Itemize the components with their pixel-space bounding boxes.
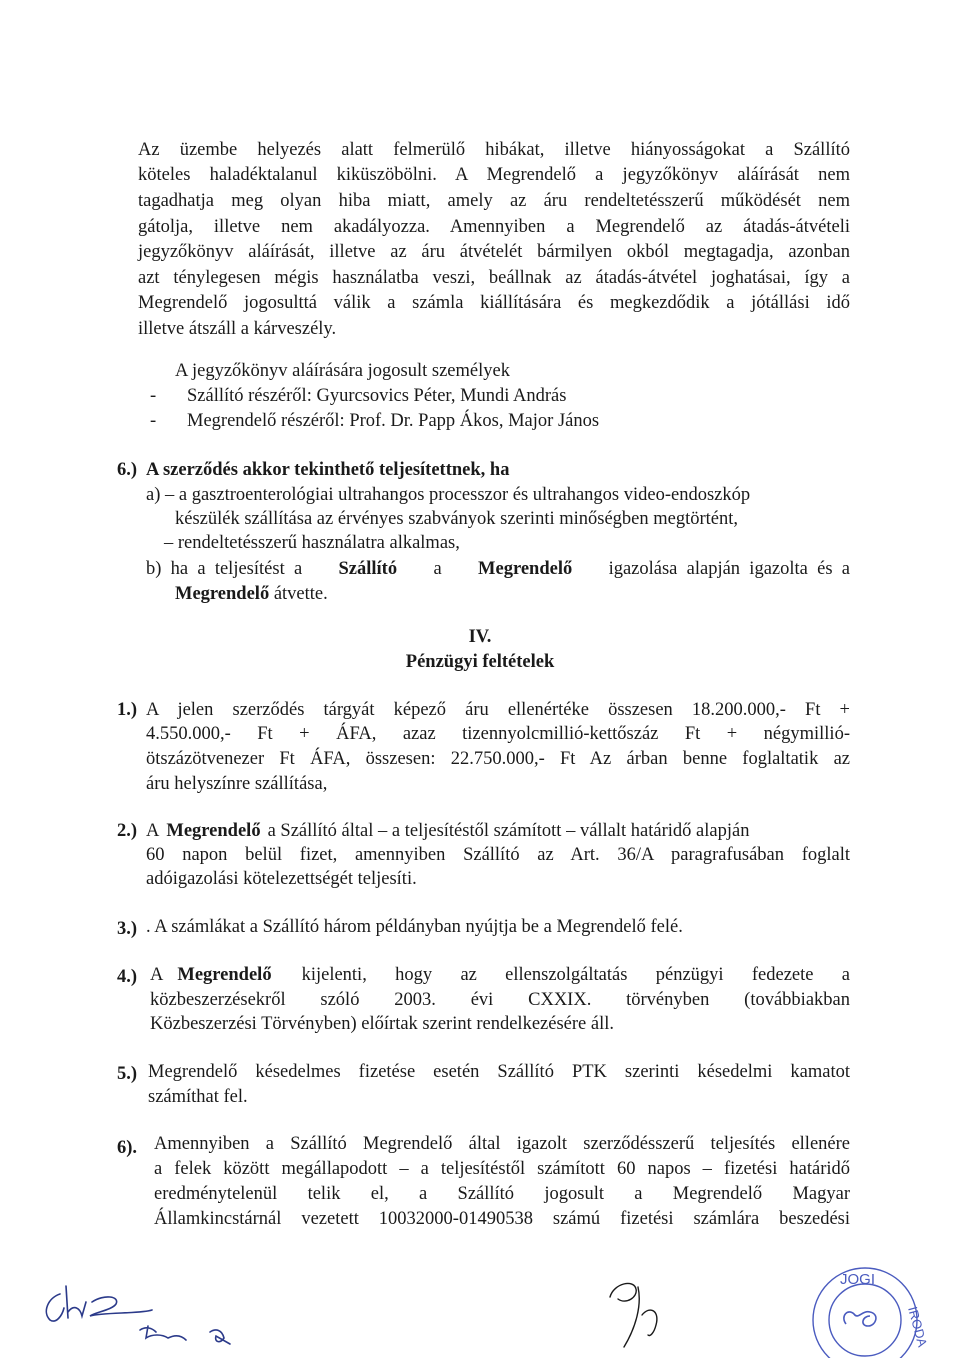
signatory-item: Szállító részéről: Gyurcsovics Péter, Mundi András	[187, 386, 567, 406]
item-line: Amennyiben a Szállító Megrendelő által igazolt szerződésszerű teljesítés ellenére	[154, 1134, 850, 1154]
item-line: adóigazolási kötelezettségét teljesíti.	[146, 869, 417, 889]
intro-line: köteles haladéktalanul kiküszöbölni. A Megrendelő a jegyzőkönyv aláírását nem	[138, 165, 850, 185]
condition-b-suffix: igazolása alapján igazolta és a	[608, 559, 850, 579]
item-line	[150, 963, 850, 987]
intro-line: illetve átszáll a kárveszély.	[138, 319, 337, 339]
chapter-title: Pénzügyi feltételek	[405, 652, 555, 672]
item-line: A jelen szerződés tárgyát képező áru ellenértéke összesen 18.200.000,- Ft +	[146, 700, 850, 720]
item-line: a felek között megállapodott – a teljesítéstől számított 60 napos – fizetési határidő	[154, 1159, 850, 1179]
item-number: 2.)	[117, 821, 138, 841]
item-line: 60 napon belül fizet, amennyiben Szállító az Art. 36/A paragrafusában foglalt	[146, 845, 850, 865]
chapter-number: IV.	[468, 627, 492, 647]
item-bold: Megrendelő	[177, 965, 272, 985]
condition-b-rest: átvette.	[269, 584, 328, 604]
item-post: kijelenti, hogy az ellenszolgáltatás pénzügyi fedezete a	[301, 965, 850, 985]
stamp-text: JOGI	[840, 1271, 876, 1288]
item-line: ötszázötvenezer Ft ÁFA, összesen: 22.750.000,- Ft Az árban benne foglaltatik az	[146, 749, 850, 769]
item-number: 6).	[117, 1138, 138, 1158]
item-pre: A	[150, 965, 164, 985]
item-number: 5.)	[117, 1064, 138, 1084]
item-post: a Szállító által – a teljesítéstől számított – vállalt határidő alapján	[267, 821, 750, 841]
law-office-stamp	[800, 1250, 930, 1358]
item-line: 4.550.000,- Ft + ÁFA, azaz tizennyolcmillió-kettőszáz Ft + négymillió-	[146, 724, 850, 744]
item-number: 4.)	[117, 967, 138, 987]
condition-b-bold: Megrendelő	[478, 559, 573, 579]
intro-line: gátolja, illetve nem akadályozza. Amennyiben a Megrendelő az átadás-átvételi	[138, 217, 850, 237]
handwritten-signature	[598, 1275, 678, 1357]
condition-b-bold: Szállító	[338, 559, 398, 579]
item-bold: Megrendelő	[166, 821, 261, 841]
item-line: közbeszerzésekről szóló 2003. évi CXXIX. törvényben (továbbiakban	[150, 990, 850, 1010]
section-number: 6.)	[117, 460, 138, 480]
handwritten-initials-signature	[30, 1282, 260, 1358]
item-line: eredménytelenül telik el, a Szállító jogosult a Megrendelő Magyar	[154, 1184, 850, 1204]
bullet-dash: -	[150, 411, 157, 431]
item-line: Megrendelő késedelmes fizetése esetén Szállító PTK szerinti késedelmi kamatot	[148, 1062, 850, 1082]
condition-b-prefix: b) ha a teljesítést a	[146, 559, 303, 579]
item-number: 3.)	[117, 919, 138, 939]
condition-b-mid: a	[433, 559, 442, 579]
bullet-dash: -	[150, 386, 157, 406]
item-line: áru helyszínre szállítása,	[146, 774, 328, 794]
item-number: 1.)	[117, 700, 138, 720]
condition-a-line: készülék szállítása az érvényes szabványok szerinti minőségben megtörtént,	[175, 509, 739, 529]
item-pre: A	[146, 821, 160, 841]
stamp-text: IRODA	[905, 1304, 930, 1349]
condition-b-line	[146, 557, 850, 581]
signatory-item: Megrendelő részéről: Prof. Dr. Papp Ákos, Major János	[187, 411, 600, 431]
intro-line: Az üzembe helyezés alatt felmerülő hibákat, illetve hiányosságokat a Szállító	[138, 140, 850, 160]
item-line: Államkincstárnál vezetett 10032000-01490538 számú fizetési számlára beszedési	[154, 1209, 850, 1229]
item-line: számíthat fel.	[148, 1087, 248, 1107]
intro-line: jegyzőkönyv aláírását, illetve az áru átvételét bármilyen okból megtagadja, azonban	[138, 242, 850, 262]
condition-a-line: a) – a gasztroenterológiai ultrahangos processzor és ultrahangos video-endoszkóp	[146, 485, 751, 505]
item-line: . A számlákat a Szállító három példányban nyújtja be a Megrendelő felé.	[146, 917, 683, 937]
condition-b-line	[175, 582, 328, 606]
section-title: A szerződés akkor tekinthető teljesítettnek, ha	[146, 460, 510, 480]
signatories-heading: A jegyzőkönyv aláírására jogosult személyek	[175, 361, 510, 381]
condition-a-line: – rendeltetésszerű használatra alkalmas,	[164, 533, 460, 553]
intro-line: tagadhatja meg olyan hiba miatt, amely az áru rendeltetésszerű működését nem	[138, 191, 850, 211]
intro-line: azt ténylegesen mégis használatba veszi, beállnak az átadás-átvétel joghatásai, így a	[138, 268, 850, 288]
condition-b-bold: Megrendelő	[175, 584, 270, 604]
item-line: Közbeszerzési Törvényben) előírtak szerint rendelkezésére áll.	[150, 1014, 614, 1034]
intro-line: Megrendelő jogosulttá válik a számla kiállítására és megkezdődik a jótállási idő	[138, 293, 850, 313]
item-line	[146, 819, 850, 843]
